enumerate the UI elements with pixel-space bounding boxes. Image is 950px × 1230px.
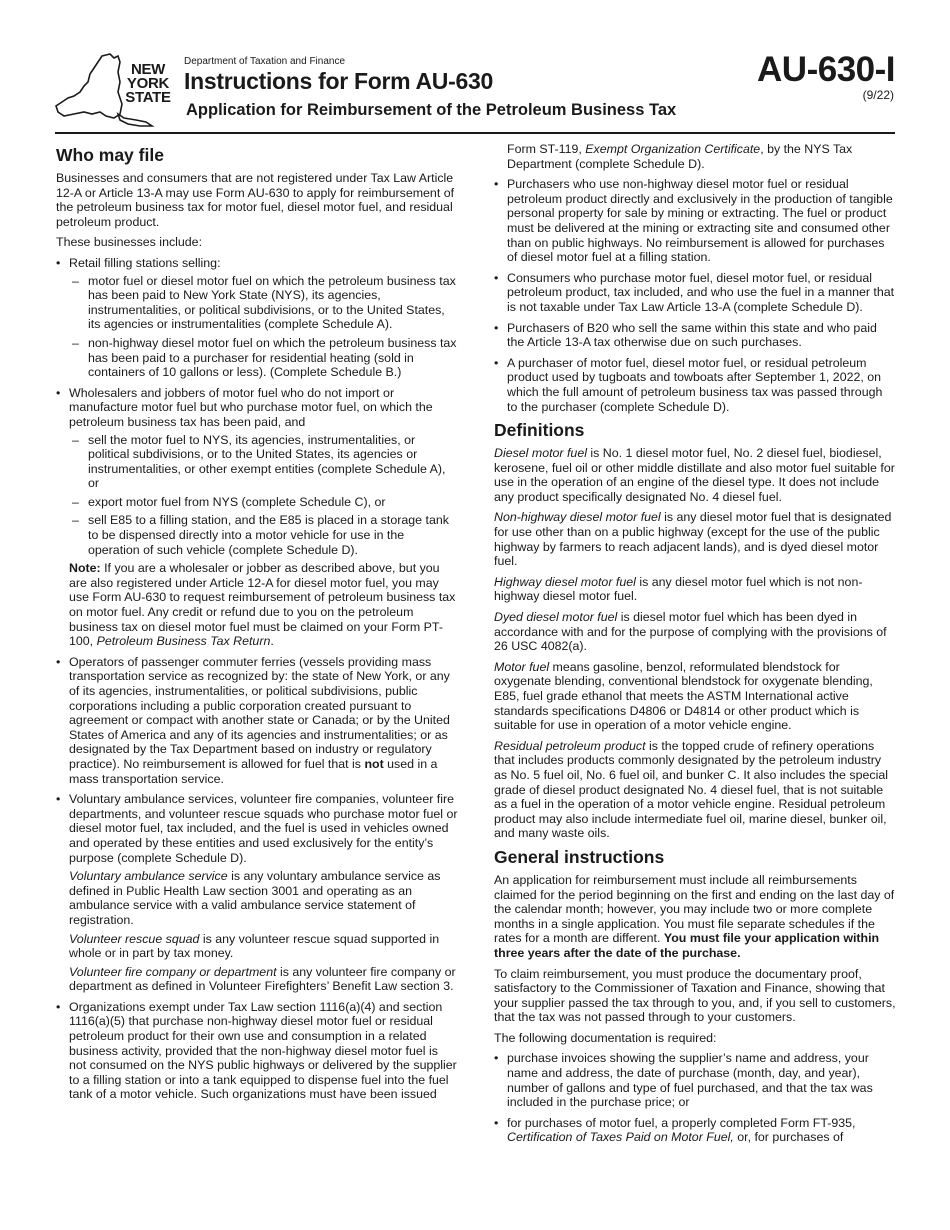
list-item: • for purchases of motor fuel, a properly completed Form FT-935, Certification of Taxes Paid on Motor Fuel, or, for purchases of	[494, 1116, 896, 1145]
definition-paragraph: Residual petroleum product is the topped crude of refinery operations that includes products commonly designated by the petroleum industry as No. 5 fuel oil, No. 6 fuel oil, and bunker C. It also includes the special grade of diesel product designated No. 4 diesel fuel, that is not suitable as a fuel in the operation of a motor vehicle engine. Residual petroleum product may also include intermediate fuel oil, marine diesel, bunker oil, and many waste oils.	[494, 738, 888, 841]
page-header	[0, 0, 950, 136]
who-may-file-heading: Who may file	[56, 145, 164, 165]
list-item: • Consumers who purchase motor fuel, diesel motor fuel, or residual petroleum product, tax included, and who use the fuel in a manner that is not taxable under Tax Law Article 13-A (complete Schedule D).	[494, 271, 896, 315]
list-item: • A purchaser of motor fuel, diesel motor fuel, or residual petroleum product used by tugboats and towboats after September 1, 2022, on which the full amount of petroleum business tax was passed through to the purchaser (complete Schedule D).	[494, 356, 896, 414]
sub-list-item: – export motor fuel from NYS (complete Schedule C), or	[69, 495, 458, 510]
sub-list-item: – non-highway diesel motor fuel on which the petroleum business tax has been paid to a purchaser for residential heating (sold in containers of 10 gallons or less). (Complete Schedule B.)	[69, 336, 458, 380]
who-intro: Businesses and consumers that are not registered under Tax Law Article 12-A or Article 13-A may use Form AU-630 to apply for reimbursement of the petroleum business tax for motor fuel, diesel motor fuel, and residual petroleum product.	[56, 171, 455, 229]
header-divider	[55, 132, 895, 134]
list-item: • Purchasers who use non-highway diesel motor fuel or residual petroleum product directly and exclusively in the production of tangible personal property for sale by mining or extracting. The fuel or product must be delivered at the mining or extracting site and consumed other than on public highways. No reimbursement is allowed for purchases of diesel motor fuel at a filling station.	[494, 177, 896, 265]
page-title: Instructions for Form AU-630	[184, 68, 493, 94]
definition-paragraph: Diesel motor fuel is No. 1 diesel motor fuel, No. 2 diesel fuel, biodiesel, kerosene, fuel oil or other middle distillate and also motor fuel suitable for use in the operation of an engine of the diesel type. It does not include any product specifically designated No. 4 diesel fuel.	[494, 446, 895, 504]
who-list-continued	[494, 177, 896, 414]
list-item: • Voluntary ambulance services, volunteer fire companies, volunteer fire departments, and volunteer rescue squads who purchase motor fuel or diesel motor fuel, tax included, and the fuel is used in vehicles owned and operated by these entities and used exclusively for the entity’s purpose (complete Schedule D). Voluntary ambulance service is any voluntary ambulance service as defined in Public Health Law section 3001 and operating as an ambulance service with a valid ambulance service statement of registration. Volunteer rescue squad is any volunteer rescue squad supported in whole or in part by tax money. Volunteer fire company or department is any volunteer fire company or department as defined in Volunteer Firefighters’ Benefit Law section 3.	[56, 792, 458, 994]
definition-paragraph: Dyed diesel motor fuel is diesel motor fuel which has been dyed in accordance with and for the purpose of complying with the provisions of 26 USC 4082(a).	[494, 610, 887, 654]
page-subtitle: Application for Reimbursement of the Petroleum Business Tax	[186, 101, 677, 119]
definition-paragraph: Volunteer fire company or department is any volunteer fire company or department as defined in Volunteer Firefighters’ Benefit Law section 3.	[69, 964, 456, 994]
sub-list	[69, 433, 458, 558]
note-paragraph: Note: If you are a wholesaler or jobber as described above, but you are also registered under Article 12-A for diesel motor fuel, you may use Form AU-630 to request reimbursement of petroleum business tax on motor fuel. Any credit or refund due to you on the petroleum business tax on diesel motor fuel must be claimed on your Form PT-100, Petroleum Business Tax Return.	[69, 561, 456, 649]
definition-paragraph: Motor fuel means gasoline, benzol, reformulated blendstock for oxygenate blending, conventional blendstock for oxygenate blending, E85, fuel grade ethanol that meets the ASTM International active standards specifications D4806 or D4814 or other product which is suitable for use in operation of a motor vehicle engine.	[494, 659, 873, 733]
definition-paragraph: Volunteer rescue squad is any volunteer rescue squad supported in whole or in part by tax money.	[69, 931, 440, 961]
right-column	[494, 142, 896, 1151]
list-item: • Retail filling stations selling: – motor fuel or diesel motor fuel on which the petroleum business tax has been paid to New York State (NYS), its agencies, instrumentalities, or political subdivisions, or to the United States, its agencies or instrumentalities (complete Schedule A). – non-highway diesel motor fuel on which the petroleum business tax has been paid to a purchaser for residential heating (sold in containers of 10 gallons or less). (Complete Schedule B.)	[56, 256, 458, 380]
form-date: (9/22)	[862, 88, 894, 102]
definition-paragraph: Non-highway diesel motor fuel is any diesel motor fuel that is designated for use other than on a public highway (except for the use of the public highway by farmers to reach adjacent lands), and is dyed diesel motor fuel.	[494, 510, 892, 569]
department-name: Department of Taxation and Finance	[184, 56, 346, 67]
sub-list-item: – motor fuel or diesel motor fuel on which the petroleum business tax has been paid to New York State (NYS), its agencies, instrumentalities, or political subdivisions, or to the United States, its agencies or instrumentalities (complete Schedule A).	[69, 274, 458, 332]
general-paragraph: The following documentation is required:	[494, 1030, 717, 1045]
definition-paragraph: Voluntary ambulance service is any voluntary ambulance service as defined in Public Health Law section 3001 and operating as an ambulance service with a valid ambulance service statement of registration.	[69, 869, 441, 927]
definitions-heading: Definitions	[494, 420, 585, 441]
general-paragraph: To claim reimbursement, you must produce the documentary proof, satisfactory to the Commissioner of Taxation and Finance, showing that your supplier passed the tax through to you, and, if you sell to customers, that the tax was not passed through to your customers.	[494, 966, 896, 1025]
list-item: • Purchasers of B20 who sell the same within this state and who paid the Article 13-A tax otherwise due on such purchases.	[494, 321, 896, 350]
sub-list-item: – sell E85 to a filling station, and the E85 is placed in a storage tank to be dispensed directly into a motor vehicle for use in the operation of such vehicle (complete Schedule D).	[69, 513, 458, 557]
list-item: • Operators of passenger commuter ferries (vessels providing mass transportation service as recognized by: the state of New York, or any of its agencies, instrumentalities, or political subdivisions, public corporations including a public corporation created pursuant to agreement or compact with another state or Canada; or by the United States of America and any of its agencies and instrumentalities; or as designated by the Tax Department based on industry or regulatory practice). No reimbursement is allowed for fuel that is not used in a mass transportation service.	[56, 655, 458, 786]
documentation-list	[494, 1051, 896, 1145]
who-include: These businesses include:	[56, 235, 203, 250]
form-number: AU-630-I	[757, 50, 895, 89]
left-column	[56, 142, 458, 1108]
list-item: • purchase invoices showing the supplier’s name and address, your name and address, the date of purchase (month, day, and year), number of gallons and type of fuel purchased, and that the tax was included in the purchase price; or	[494, 1051, 896, 1109]
general-paragraph: An application for reimbursement must include all reimbursements claimed for the period beginning on the first and ending on the last day of the calendar month; however, you may include two or more complete months in a single application. You must file separate schedules if the rates for a month are different. You must file your application within three years after the date of the purchase.	[494, 872, 895, 960]
logo-text: NEW YORK STATE	[125, 61, 171, 106]
list-item: • Organizations exempt under Tax Law section 1116(a)(4) and section 1116(a)(5) that purchase non-highway diesel motor fuel or residual petroleum product for their own use and consumption in a related business activity, provided that the non-highway diesel motor fuel is not consumed on the NYS public highways or delivered by the supplier to a filling station or into a tank equipped to dispense fuel into the fuel tank of a motor vehicle. Such organizations must have been issued	[56, 1000, 458, 1102]
general-instructions-heading: General instructions	[494, 846, 665, 867]
list-item: • Wholesalers and jobbers of motor fuel who do not import or manufacture motor fuel but who purchase motor fuel, on which the petroleum business tax has been paid, and – sell the motor fuel to NYS, its agencies, instrumentalities, or political subdivisions, or to the United States, its agencies or instrumentalities, or other exempt entities (complete Schedule A), or – export motor fuel from NYS (complete Schedule C), or – sell E85 to a filling station, and the E85 is placed in a storage tank to be dispensed directly into a motor vehicle for use in the operation of such vehicle (complete Schedule D). Note: If you are a wholesaler or jobber as described above, but you are also registered under Article 12-A for diesel motor fuel, you may use Form AU-630 to request reimbursement of petroleum business tax on motor fuel. Any credit or refund due to you on the petroleum business tax on diesel motor fuel must be claimed on your Form PT-100, Petroleum Business Tax Return.	[56, 386, 458, 649]
continued-text: Form ST-119, Exempt Organization Certificate, by the NYS Tax Department (complete Schedule D).	[507, 142, 853, 171]
sub-list	[69, 274, 458, 380]
who-list	[56, 256, 458, 1102]
definition-paragraph: Highway diesel motor fuel is any diesel motor fuel which is not non-highway diesel motor fuel.	[494, 574, 863, 604]
sub-list-item: – sell the motor fuel to NYS, its agencies, instrumentalities, or political subdivisions, or to the United States, its agencies or instrumentalities, or other exempt entities (complete Schedule A), or	[69, 433, 458, 491]
